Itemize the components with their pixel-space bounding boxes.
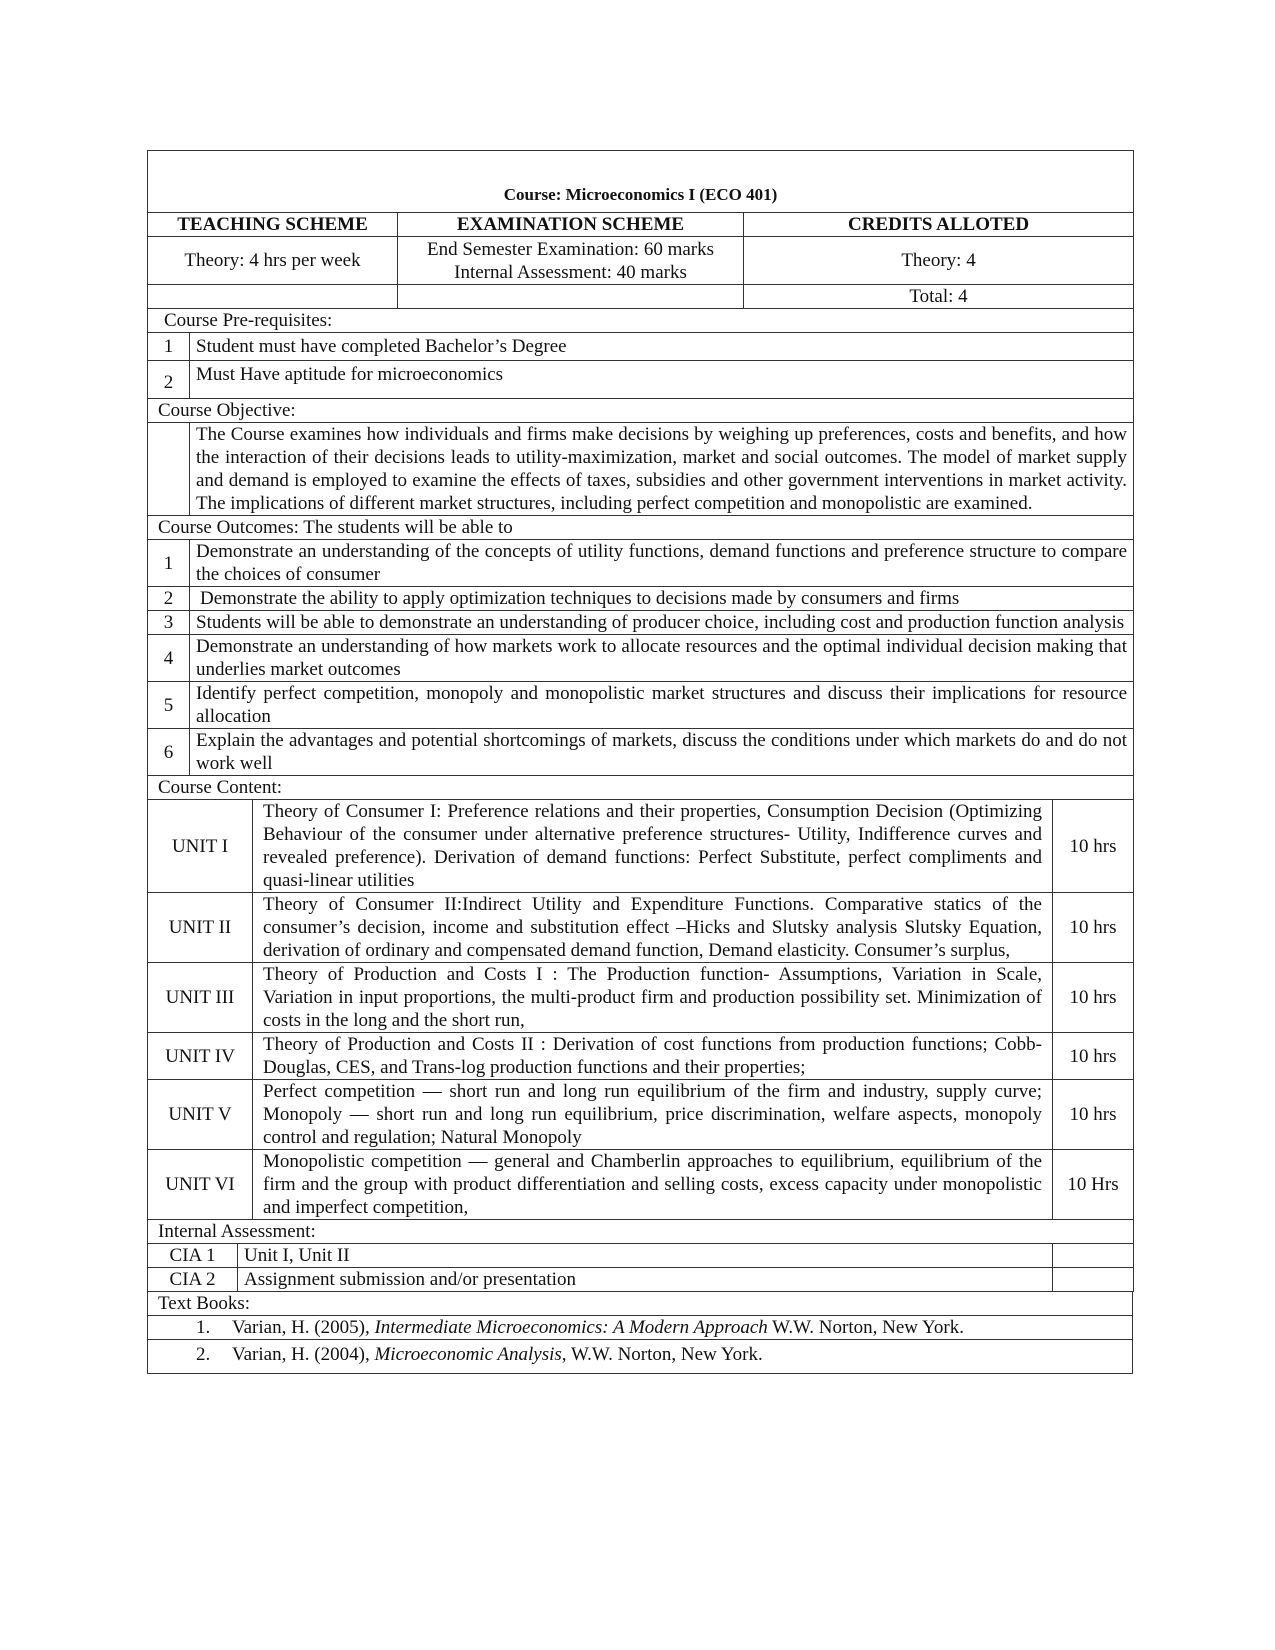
unit-hours: 10 Hrs — [1053, 1150, 1134, 1220]
teaching-scheme-header: TEACHING SCHEME — [148, 213, 398, 237]
content-label: Course Content: — [148, 776, 1134, 800]
textbook-author: Varian, H. (2005), — [232, 1317, 375, 1338]
outcome-number: 2 — [148, 587, 190, 611]
unit-hours: 10 hrs — [1053, 1033, 1134, 1080]
textbook-title: Intermediate Microeconomics: A Modern Approach — [374, 1317, 768, 1338]
examination-scheme-header: EXAMINATION SCHEME — [398, 213, 744, 237]
textbook-publisher: , W.W. Norton, New York. — [561, 1344, 763, 1365]
unit-label: UNIT III — [148, 963, 253, 1033]
unit-hours: 10 hrs — [1053, 963, 1134, 1033]
assessment-text: Assignment submission and/or presentation — [238, 1268, 1053, 1292]
outcome-number: 6 — [148, 729, 190, 776]
textbooks-table — [147, 1291, 1133, 1374]
unit-description: Theory of Production and Costs I : The Production function- Assumptions, Variation in Scale, Variation in input proportions, the multi-product firm and production possibility set. Minimization of costs in the long and the short run, — [253, 963, 1053, 1033]
outcome-number: 4 — [148, 635, 190, 682]
unit-description: Perfect competition — short run and long run equilibrium of the firm and industry, supply curve; Monopoly — short run and long run equilibrium, price discrimination, welfare aspects, monopoly control and regulation; Natural Monopoly — [253, 1080, 1053, 1150]
textbook-title: Microeconomic Analysis — [374, 1344, 562, 1365]
textbook-number: 2. — [196, 1344, 211, 1365]
unit-hours: 10 hrs — [1053, 1080, 1134, 1150]
assessment-text: Unit I, Unit II — [238, 1244, 1053, 1268]
empty-cell — [398, 285, 744, 309]
teaching-scheme-value: Theory: 4 hrs per week — [148, 237, 398, 285]
unit-label: UNIT V — [148, 1080, 253, 1150]
textbook-entry — [148, 1340, 1133, 1374]
course-details-table — [147, 308, 1134, 800]
empty-cell — [148, 285, 398, 309]
empty-cell — [1053, 1244, 1134, 1268]
objective-label: Course Objective: — [148, 399, 1134, 423]
credits-total: Total: 4 — [744, 285, 1134, 309]
unit-label: UNIT VI — [148, 1150, 253, 1220]
prerequisite-text: Student must have completed Bachelor’s Degree — [190, 333, 1134, 361]
outcomes-label: Course Outcomes: The students will be able to — [148, 516, 1134, 540]
outcome-text: Demonstrate an understanding of the concepts of utility functions, demand functions and preference structure to compare the choices of consumer — [190, 540, 1134, 587]
outcome-number: 3 — [148, 611, 190, 635]
empty-cell — [148, 423, 190, 516]
unit-description: Theory of Consumer I: Preference relations and their properties, Consumption Decision (Optimizing Behaviour of the consumer under alternative preference structures- Utility, Indifference curves and revealed preference). Derivation of demand functions: Perfect Substitute, perfect compliments and quasi-linear utilities — [253, 800, 1053, 893]
assessment-label: Internal Assessment: — [148, 1220, 1134, 1244]
unit-description: Theory of Consumer II:Indirect Utility and Expenditure Functions. Comparative statics of the consumer’s decision, income and substitution effect –Hicks and Slutsky analysis Slutsky Equation, derivation of ordinary and compensated demand function, Demand elasticity. Consumer’s surplus, — [253, 893, 1053, 963]
course-document — [147, 150, 1133, 1374]
outcome-text: Demonstrate an understanding of how markets work to allocate resources and the optimal individual decision making that underlies market outcomes — [190, 635, 1134, 682]
credits-header: CREDITS ALLOTED — [744, 213, 1134, 237]
outcome-number: 5 — [148, 682, 190, 729]
examination-scheme-value — [398, 237, 744, 285]
objective-text: The Course examines how individuals and firms make decisions by weighing up preferences, costs and benefits, and how the interaction of their decisions leads to utility-maximization, market and social outcomes. The model of market supply and demand is employed to examine the effects of taxes, subsidies and other government interventions in market activity. The implications of different market structures, including perfect competition and monopolistic are examined. — [190, 423, 1134, 516]
course-content-table — [147, 799, 1134, 1220]
outcome-number: 1 — [148, 540, 190, 587]
end-semester-marks: End Semester Examination: 60 marks — [426, 238, 715, 260]
outcome-text: Students will be able to demonstrate an understanding of producer choice, including cost and production function analysis — [190, 611, 1134, 635]
prerequisites-label: Course Pre-requisites: — [148, 309, 1134, 333]
course-title: Course: Microeconomics I (ECO 401) — [148, 151, 1134, 213]
textbook-author: Varian, H. (2004), — [232, 1344, 375, 1365]
textbook-publisher: W.W. Norton, New York. — [767, 1317, 964, 1338]
internal-assessment-marks: Internal Assessment: 40 marks — [454, 261, 687, 283]
unit-label: UNIT II — [148, 893, 253, 963]
unit-description: Theory of Production and Costs II : Derivation of cost functions from production functions; Cobb-Douglas, CES, and Trans-log production functions and their properties; — [253, 1033, 1053, 1080]
unit-hours: 10 hrs — [1053, 800, 1134, 893]
prerequisite-text: Must Have aptitude for microeconomics — [190, 361, 1134, 399]
prerequisite-number: 1 — [148, 333, 190, 361]
empty-cell — [1053, 1268, 1134, 1292]
assessment-code: CIA 2 — [148, 1268, 238, 1292]
outcome-text: Demonstrate the ability to apply optimization techniques to decisions made by consumers and firms — [190, 587, 1134, 611]
scheme-table — [147, 150, 1134, 309]
textbook-number: 1. — [196, 1317, 211, 1338]
textbook-entry — [148, 1316, 1133, 1340]
unit-label: UNIT IV — [148, 1033, 253, 1080]
assessment-table — [147, 1219, 1134, 1292]
assessment-code: CIA 1 — [148, 1244, 238, 1268]
unit-hours: 10 hrs — [1053, 893, 1134, 963]
unit-description: Monopolistic competition — general and Chamberlin approaches to equilibrium, equilibrium of the firm and the group with product differentiation and selling costs, excess capacity under monopolistic and imperfect competition, — [253, 1150, 1053, 1220]
outcome-text: Explain the advantages and potential shortcomings of markets, discuss the conditions under which markets do and do not work well — [190, 729, 1134, 776]
unit-label: UNIT I — [148, 800, 253, 893]
credits-theory: Theory: 4 — [744, 237, 1134, 285]
prerequisite-number: 2 — [148, 361, 190, 399]
outcome-text: Identify perfect competition, monopoly and monopolistic market structures and discuss their implications for resource allocation — [190, 682, 1134, 729]
textbooks-label: Text Books: — [148, 1292, 1133, 1316]
